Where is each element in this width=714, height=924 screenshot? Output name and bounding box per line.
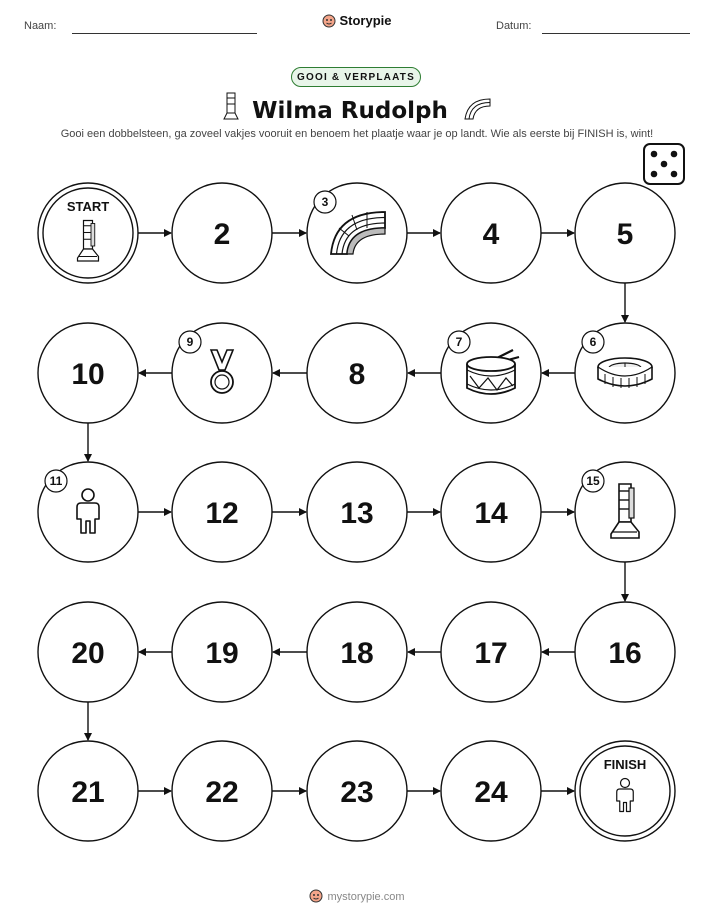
brand-name: Storypie	[339, 13, 392, 28]
board-space[interactable]	[441, 741, 541, 841]
space-number: 8	[348, 358, 366, 391]
space-number: 3	[321, 195, 329, 209]
space-number: 10	[71, 358, 105, 391]
space-number: 12	[205, 497, 239, 530]
space-number: 9	[186, 335, 194, 349]
storypie-logo-icon	[309, 889, 323, 906]
board-space[interactable]	[172, 462, 272, 562]
board-space[interactable]	[38, 323, 138, 423]
space-number: 6	[589, 335, 597, 349]
space-number: 17	[474, 637, 508, 670]
space-number: 7	[455, 335, 463, 349]
board-space[interactable]	[307, 462, 407, 562]
board-space[interactable]	[575, 741, 675, 841]
space-number: 21	[71, 776, 105, 809]
board-space[interactable]	[441, 323, 541, 423]
board-space[interactable]	[441, 183, 541, 283]
board-space[interactable]	[172, 602, 272, 702]
board-space[interactable]	[575, 602, 675, 702]
board-space[interactable]	[441, 602, 541, 702]
space-number: 11	[49, 474, 63, 488]
footer-url: mystorypie.com	[327, 891, 405, 903]
board-space[interactable]	[38, 462, 138, 562]
space-number: 19	[205, 637, 239, 670]
board-space[interactable]	[307, 741, 407, 841]
game-type-badge: GOOI & VERPLAATS	[291, 67, 421, 87]
space-number: 2	[213, 218, 231, 251]
board-space[interactable]	[38, 741, 138, 841]
footer	[0, 889, 714, 906]
space-number: 15	[586, 474, 600, 488]
board-space[interactable]	[441, 462, 541, 562]
board-space[interactable]	[575, 462, 675, 562]
space-number: 23	[340, 776, 374, 809]
instructions: Gooi een dobbelsteen, ga zoveel vakjes vooruit en benoem het plaatje waar je op landt. Wie als eerste bij FINISH is, wint!	[60, 128, 654, 140]
board-spaces	[38, 183, 675, 841]
board-space[interactable]	[307, 602, 407, 702]
space-number: 14	[474, 497, 508, 530]
space-number: 20	[71, 637, 105, 670]
space-number: 5	[616, 218, 634, 251]
board-space[interactable]	[575, 183, 675, 283]
board-space[interactable]	[38, 183, 138, 283]
space-number: 16	[608, 637, 642, 670]
space-label: FINISH	[603, 757, 647, 772]
date-label: Datum:	[496, 20, 532, 32]
space-number: 24	[474, 776, 508, 809]
title-text: Wilma Rudolph	[252, 98, 448, 124]
space-number: 22	[205, 776, 239, 809]
board-space[interactable]	[307, 323, 407, 423]
name-label: Naam:	[24, 20, 57, 32]
board-space[interactable]	[575, 323, 675, 423]
space-number: 18	[340, 637, 374, 670]
board-space[interactable]	[38, 602, 138, 702]
space-number: 4	[482, 218, 500, 251]
board-space[interactable]	[172, 741, 272, 841]
board-space[interactable]	[307, 183, 407, 283]
board-space[interactable]	[172, 183, 272, 283]
board-space[interactable]	[172, 323, 272, 423]
space-number: 13	[340, 497, 374, 530]
space-label: START	[66, 199, 110, 214]
